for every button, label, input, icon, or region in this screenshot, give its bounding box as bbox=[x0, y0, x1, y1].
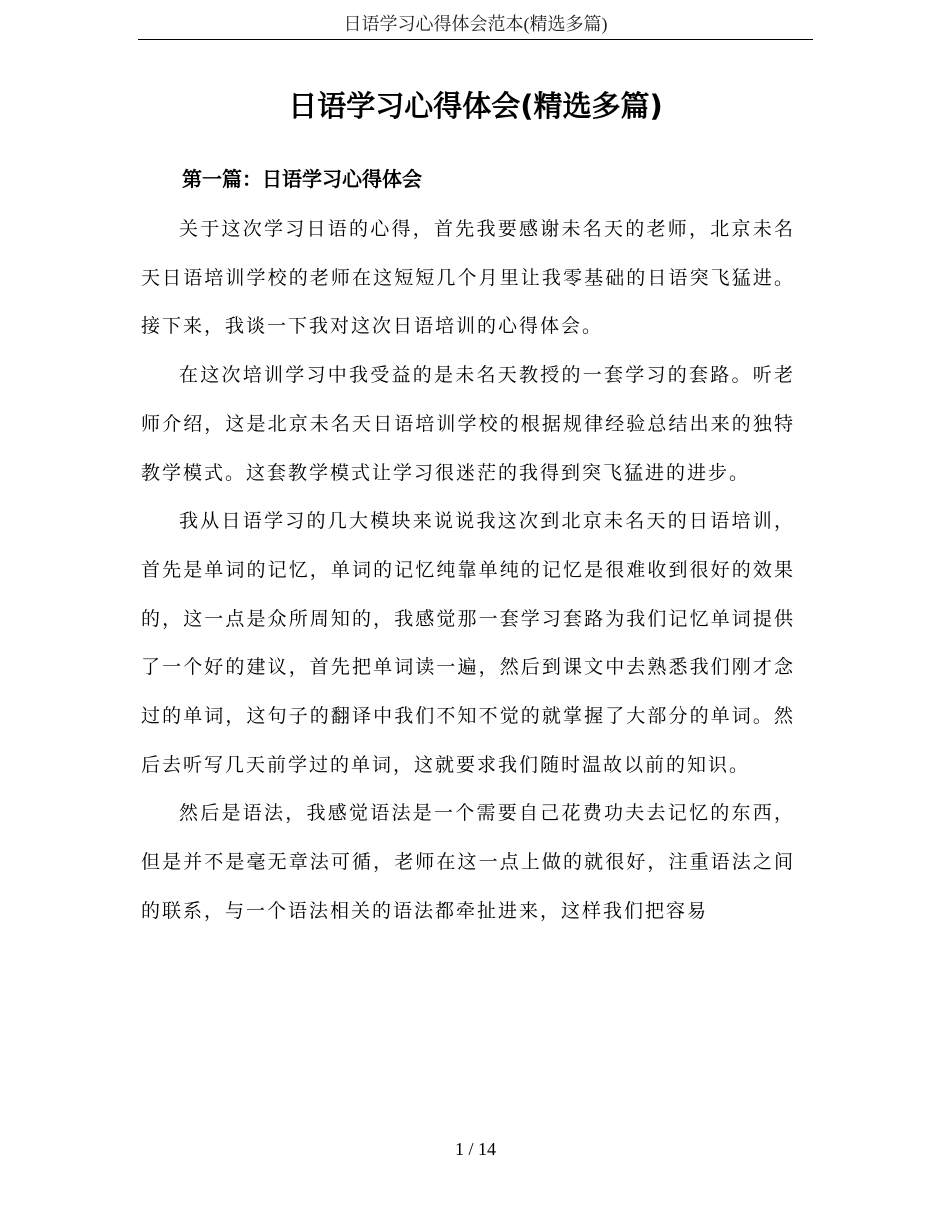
paragraph: 然后是语法，我感觉语法是一个需要自己花费功夫去记忆的东西，但是并不是毫无章法可循，老师在这一点上做的就很好，注重语法之间的联系，与一个语法相关的语法都牵扯进来，这样我们把容易 bbox=[141, 802, 795, 922]
page-indicator: 1 / 14 bbox=[454, 1139, 496, 1159]
paragraph: 在这次培训学习中我受益的是未名天教授的一套学习的套路。听老师介绍，这是北京未名天日语培训学校的根据规律经验总结出来的独特教学模式。这套教学模式让学习很迷茫的我得到突飞猛进的进步。 bbox=[141, 364, 795, 484]
running-title: 日语学习心得体会范本(精选多篇) bbox=[343, 14, 608, 34]
document-title: 日语学习心得体会(精选多篇) bbox=[288, 89, 663, 123]
paragraph: 关于这次学习日语的心得，首先我要感谢未名天的老师，北京未名天日语培训学校的老师在这短短几个月里让我零基础的日语突飞猛进。接下来，我谈一下我对这次日语培训的心得体会。 bbox=[141, 218, 795, 338]
paragraph: 我从日语学习的几大模块来说说我这次到北京未名天的日语培训，首先是单词的记忆，单词的记忆纯靠单纯的记忆是很难收到很好的效果的，这一点是众所周知的，我感觉那一套学习套路为我们记忆单词提供了一个好的建议，首先把单词读一遍，然后到课文中去熟悉我们刚才念过的单词，这句子的翻译中我们不知不觉的就掌握了大部分的单词。然后去听写几天前学过的单词，这就要求我们随时温故以前的知识。 bbox=[141, 510, 795, 776]
document-body bbox=[141, 205, 795, 936]
page-footer bbox=[138, 1137, 813, 1161]
section-heading: 第一篇：日语学习心得体会 bbox=[182, 167, 422, 191]
page-header bbox=[138, 10, 813, 40]
